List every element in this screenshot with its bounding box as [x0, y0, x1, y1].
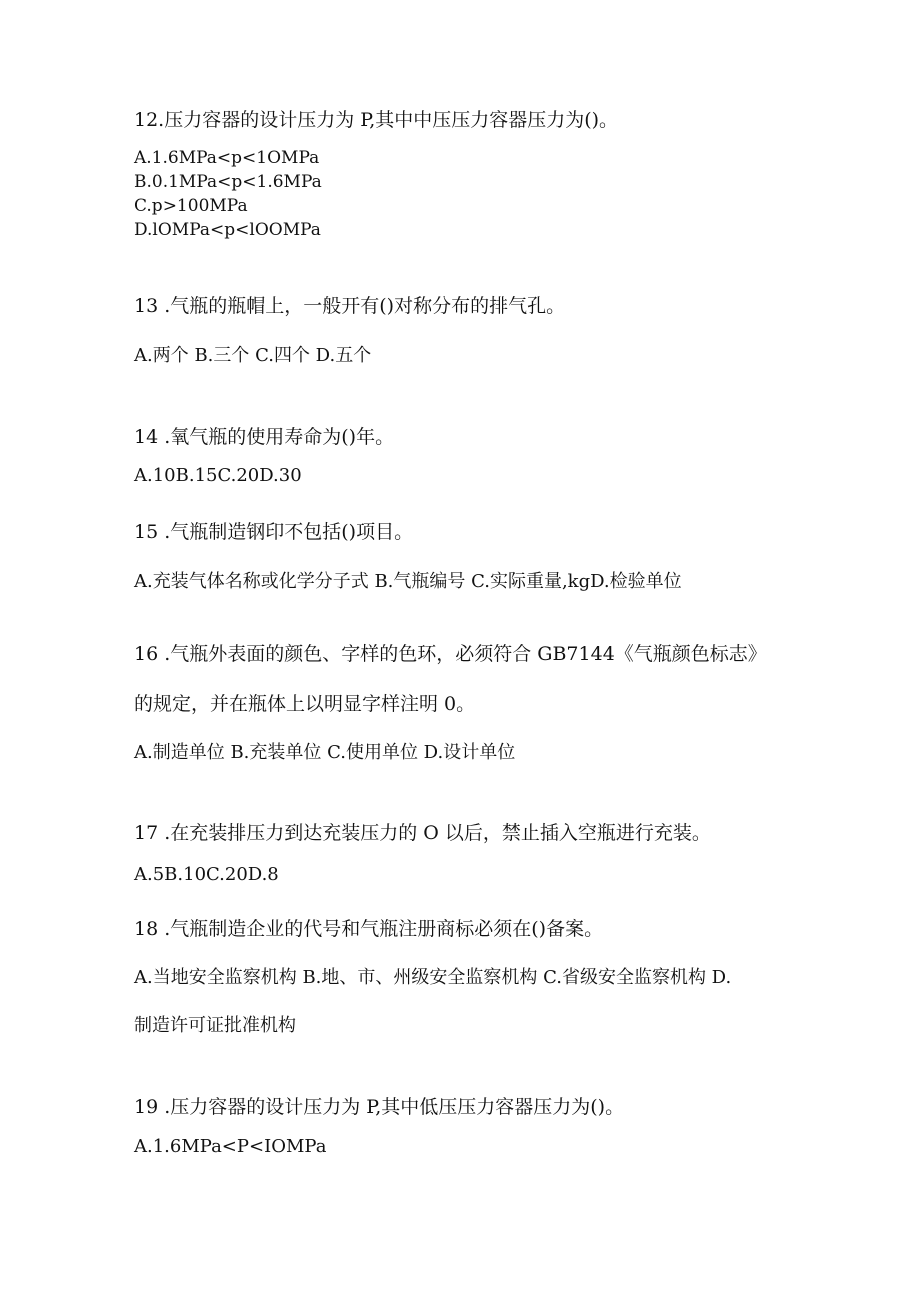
- question-13-options: A.两个 B.三个 C.四个 D.五个: [134, 345, 372, 366]
- question-18-stem: 18 .气瓶制造企业的代号和气瓶注册商标必须在()备案。: [134, 918, 604, 940]
- question-16-stem-line2: 的规定，并在瓶体上以明显字样注明 0。: [134, 693, 476, 715]
- question-16-options: A.制造单位 B.充装单位 C.使用单位 D.设计单位: [134, 742, 516, 763]
- question-15-stem: 15 .气瓶制造钢印不包括()项目。: [134, 521, 414, 543]
- question-12-option-c: C.p>100MPa: [134, 196, 248, 216]
- question-19-stem: 19 .压力容器的设计压力为 P,其中低压压力容器压力为()。: [134, 1096, 625, 1118]
- question-17-stem: 17 .在充装排压力到达充装压力的 O 以后，禁止插入空瓶进行充装。: [134, 822, 711, 844]
- question-18-options-line2: 制造许可证批准机构: [134, 1015, 296, 1036]
- question-14-stem: 14 .氧气瓶的使用寿命为()年。: [134, 426, 395, 448]
- question-12-option-b: B.0.1MPa<p<1.6MPa: [134, 172, 322, 192]
- question-17-options: A.5B.10C.20D.8: [134, 864, 279, 885]
- question-14-options: A.10B.15C.20D.30: [134, 465, 302, 486]
- question-15-options: A.充装气体名称或化学分子式 B.气瓶编号 C.实际重量,kgD.检验单位: [134, 571, 682, 592]
- question-13-stem: 13 .气瓶的瓶帽上，一般开有()对称分布的排气孔。: [134, 295, 566, 317]
- question-12-option-d: D.lOMPa<p<lOOMPa: [134, 220, 321, 240]
- question-19-option-a: A.1.6MPa<P<IOMPa: [134, 1136, 327, 1157]
- question-12-stem: 12.压力容器的设计压力为 P,其中中压压力容器压力为()。: [134, 109, 619, 131]
- question-16-stem-line1: 16 .气瓶外表面的颜色、字样的色环，必须符合 GB7144《气瓶颜色标志》: [134, 643, 767, 665]
- question-18-options-line1: A.当地安全监察机构 B.地、市、州级安全监察机构 C.省级安全监察机构 D.: [134, 967, 732, 988]
- question-12-option-a: A.1.6MPa<p<1OMPa: [134, 148, 320, 168]
